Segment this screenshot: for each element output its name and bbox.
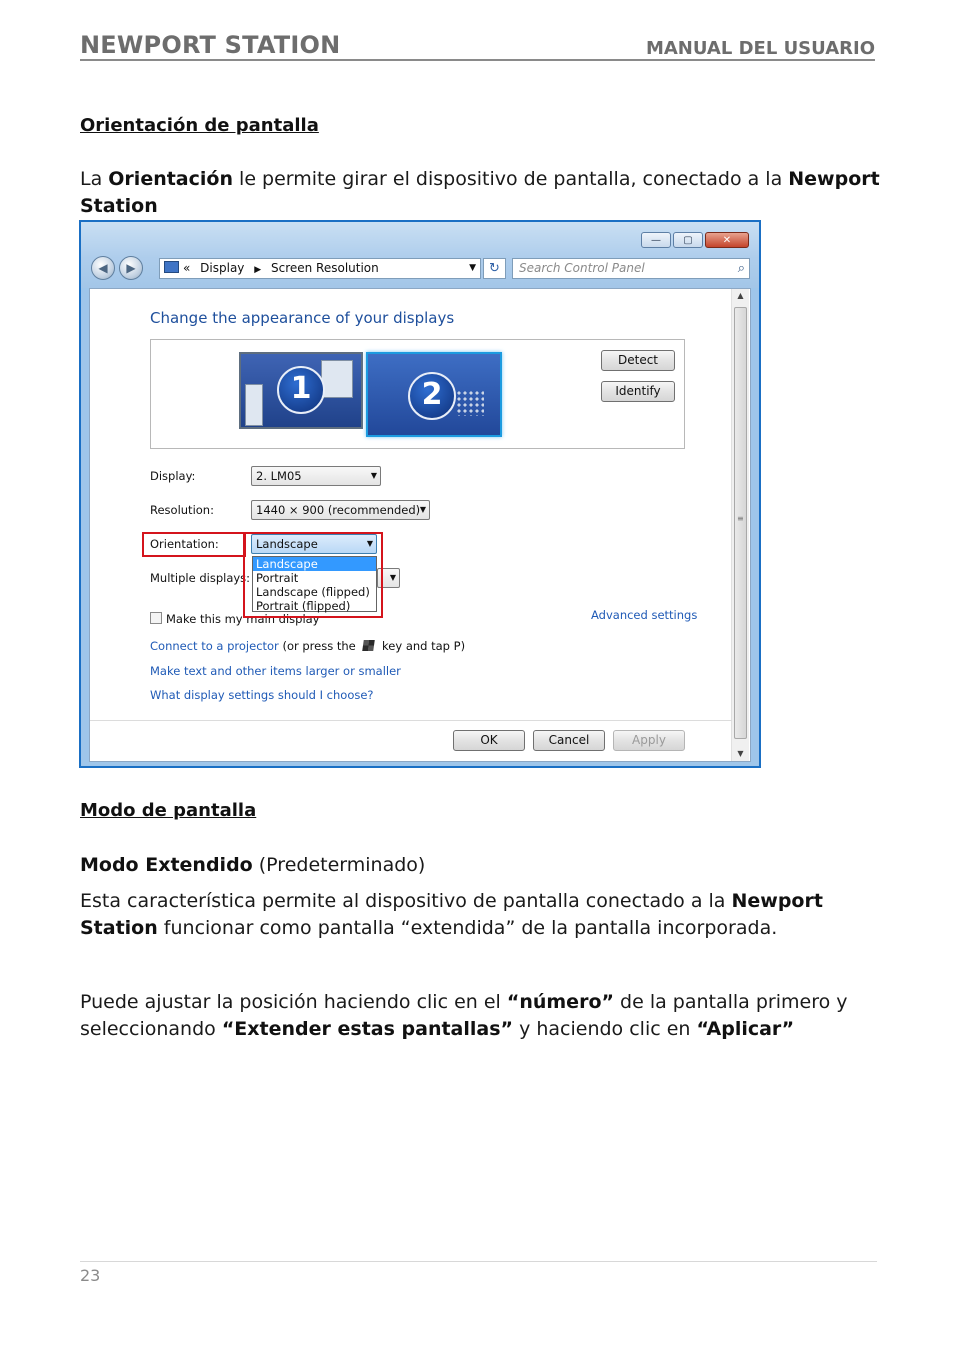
overflow-chevron-icon: « — [183, 261, 191, 275]
breadcrumb-screen-resolution[interactable]: Screen Resolution — [270, 261, 379, 275]
extended-mode-title: Modo Extendido (Predeterminado) — [80, 854, 426, 876]
display-select[interactable]: 2. LM05 ▼ — [251, 466, 381, 486]
display-help-link[interactable]: What display settings should I choose? — [150, 688, 374, 702]
monitor-1-window-icon — [245, 384, 263, 426]
monitor-number-2: 2 — [408, 372, 456, 420]
cancel-button[interactable]: Cancel — [533, 730, 605, 751]
checkbox-box[interactable] — [150, 612, 162, 624]
page-number: 23 — [80, 1266, 101, 1285]
close-button[interactable]: ✕ — [705, 232, 749, 248]
scroll-up-icon[interactable]: ▲ — [737, 291, 744, 300]
refresh-button[interactable] — [483, 258, 506, 279]
resolution-select[interactable]: 1440 × 900 (recommended) ▼ — [251, 500, 430, 520]
apply-button[interactable]: Apply — [613, 730, 685, 751]
dialog-content — [89, 288, 751, 762]
monitor-1-window-icon — [321, 360, 353, 398]
monitor-arrangement — [150, 339, 685, 449]
dialog-heading: Change the appearance of your displays — [150, 309, 455, 327]
forward-button[interactable] — [119, 256, 143, 280]
window-chrome — [81, 222, 759, 288]
projector-link-row: Connect to a projector (or press the key and tap P) — [150, 639, 466, 653]
monitor-number-1: 1 — [277, 366, 325, 414]
vertical-scrollbar[interactable] — [731, 289, 749, 761]
monitor-2[interactable] — [366, 352, 502, 437]
advanced-settings-link[interactable]: Advanced settings — [591, 608, 698, 622]
refresh-icon: ↻ — [489, 261, 500, 276]
chevron-down-icon: ▼ — [389, 573, 396, 582]
monitor-1[interactable] — [239, 352, 363, 429]
screen-resolution-window — [79, 220, 761, 768]
ok-button[interactable]: OK — [453, 730, 525, 751]
position-paragraph: Puede ajustar la posición haciendo clic en el “número” de la pantalla primero y seleccionando “Extender estas pantallas” y haciendo clic en “Aplicar” — [80, 991, 848, 1040]
doc-subtitle: MANUAL DEL USUARIO — [645, 38, 875, 59]
orientation-paragraph: La Orientación le permite girar el dispositivo de pantalla, conectado a la Newport Station — [80, 168, 880, 217]
detect-button[interactable]: Detect — [601, 350, 675, 371]
forward-arrow-icon: ▶ — [126, 261, 136, 275]
option-portrait[interactable]: Portrait — [256, 571, 299, 585]
address-bar[interactable] — [159, 258, 481, 279]
main-display-checkbox[interactable]: Make this my main display — [150, 612, 320, 626]
search-input[interactable]: Search Control Panel ⌕ — [512, 258, 750, 279]
chevron-down-icon[interactable]: ▼ — [469, 263, 476, 273]
search-icon[interactable]: ⌕ — [737, 261, 745, 276]
scroll-down-icon[interactable]: ▼ — [737, 749, 744, 758]
section-heading-display-mode: Modo de pantalla — [80, 800, 257, 821]
chevron-down-icon: ▼ — [419, 505, 426, 514]
option-landscape-flipped[interactable]: Landscape (flipped) — [256, 585, 370, 599]
scroll-grip-icon: ≡ — [737, 514, 744, 523]
control-panel-icon — [164, 261, 179, 273]
connect-projector-link[interactable]: Connect to a projector — [150, 639, 279, 653]
text-size-link[interactable]: Make text and other items larger or smaller — [150, 664, 401, 678]
orientation-label: Orientation: — [150, 537, 219, 551]
chevron-down-icon: ▼ — [370, 471, 377, 480]
highlight-orientation-menu — [243, 532, 383, 618]
section-heading-orientation: Orientación de pantalla — [80, 115, 319, 136]
display-label: Display: — [150, 469, 196, 483]
extended-mode-paragraph: Esta característica permite al dispositivo de pantalla conectado a la Newport Station funcionar como pantalla “extendida” de la pantalla incorporada. — [80, 890, 823, 939]
highlight-orientation-label — [142, 532, 246, 557]
chevron-down-icon: ▼ — [366, 539, 373, 548]
multiple-displays-label: Multiple displays: — [150, 571, 251, 585]
windows-logo-icon — [363, 640, 376, 651]
back-button[interactable] — [91, 256, 115, 280]
breadcrumb-separator-icon: ▶ — [254, 265, 262, 275]
maximize-button[interactable]: ▢ — [673, 232, 703, 248]
identify-button[interactable]: Identify — [601, 381, 675, 402]
orientation-select[interactable]: Landscape ▼ — [251, 534, 377, 554]
header-rule — [80, 59, 875, 61]
window-controls — [641, 232, 749, 248]
monitor-2-grid-icon — [456, 390, 484, 416]
footer-rule — [80, 1261, 877, 1262]
breadcrumb-display[interactable]: Display — [200, 261, 245, 275]
option-portrait-flipped[interactable]: Portrait (flipped) — [256, 599, 351, 613]
back-arrow-icon: ◀ — [98, 261, 108, 275]
option-landscape[interactable]: Landscape — [253, 557, 376, 571]
minimize-button[interactable]: — — [641, 232, 671, 248]
doc-title: NEWPORT STATION — [80, 31, 341, 59]
button-row-divider — [90, 720, 732, 721]
scrollbar-thumb[interactable] — [734, 307, 747, 739]
resolution-label: Resolution: — [150, 503, 214, 517]
